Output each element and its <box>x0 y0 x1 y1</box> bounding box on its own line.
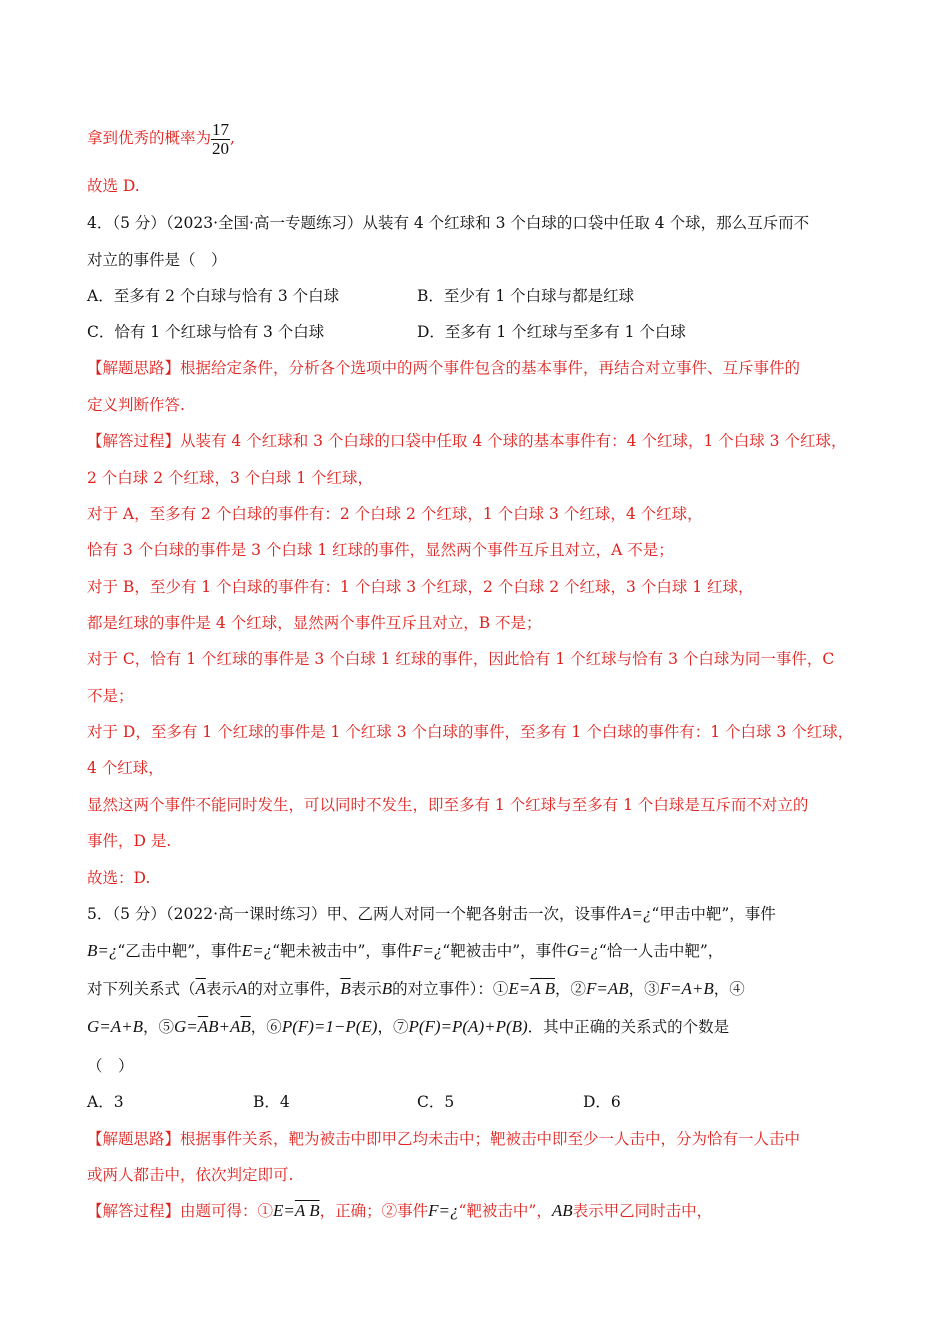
q4-solution-line11: 显然这两个事件不能同时发生，可以同时不发生，即至多有 1 个红球与至多有 1 个白球是互斥而不对立的 <box>87 796 809 814</box>
q4-stem-line2: 对立的事件是（ ） <box>87 251 227 269</box>
q5-stem-line4: G=A+B，$⑤G=\overline{A}B+A\overline{B}$，⑥P(F)=1−P(E)，⑦P(F)=P(A)+P(B)．其中正确的关系式的个数是 <box>87 1017 730 1036</box>
q4-solution-line4: 恰有 3 个白球的事件是 3 个白球 1 红球的事件，显然两个事件互斥且对立，A 不是； <box>87 541 674 559</box>
q5-analysis-line2: 或两人都击中，依次判定即可. <box>87 1166 294 1184</box>
q4-solution-line8: 不是； <box>87 687 134 705</box>
q4-option-d: D．至多有 1 个红球与至多有 1 个白球 <box>417 323 686 341</box>
q4-solution-line12: 事件，D 是. <box>87 832 172 850</box>
q4-solution-line1: 【解答过程】从装有 4 个红球和 3 个白球的口袋中任取 4 个球的基本事件有：4 个红球，1 个白球 3 个红球， <box>87 432 847 450</box>
q4-option-c: C．恰有 1 个红球与恰有 3 个白球 <box>87 323 325 341</box>
q4-solution-line7: 对于 C，恰有 1 个红球的事件是 3 个白球 1 红球的事件，因此恰有 1 个红球与恰有 3 个白球为同一事件，C <box>87 650 835 668</box>
q5-stem-line3: 对下列关系式（$\overline{A}$表示A的对立事件，$\overline{B}$表示B的对立事件）：①E=A B，②F=AB，③F=A+B，④ <box>87 979 745 998</box>
q4-stem-line1: 4．（5 分）（2023·全国·高一专题练习）从装有 4 个红球和 3 个白球的口袋中任取 4 个球，那么互斥而不 <box>87 214 810 232</box>
q5-option-a: A．3 <box>87 1093 124 1111</box>
q4-solution-line6: 都是红球的事件是 4 个红球，显然两个事件互斥且对立，B 不是； <box>87 614 542 632</box>
q4-analysis-line2: 定义判断作答. <box>87 396 185 414</box>
prev-answer-line: 拿到优秀的概率为 $\frac{17}{20}$ , <box>87 119 235 158</box>
q5-option-b: B．4 <box>253 1093 290 1111</box>
q4-conclusion: 故选：D. <box>87 869 151 887</box>
q4-analysis-line1: 【解题思路】根据给定条件，分析各个选项中的两个事件包含的基本事件，再结合对立事件、互斥事件的 <box>87 359 801 377</box>
q4-solution-line2: 2 个白球 2 个红球，3 个白球 1 个红球， <box>87 469 374 487</box>
prev-conclusion: 故选 D. <box>87 177 140 195</box>
q5-stem-line2: B=¿“乙击中靶”，事件E=¿“靶未被击中”，事件F=¿“靶被击中”，事件G=¿“恰一人击中靶”， <box>87 941 724 960</box>
q4-solution-line5: 对于 B，至少有 1 个白球的事件有：1 个白球 3 个红球，2 个白球 2 个红球，3 个白球 1 红球， <box>87 578 754 596</box>
q4-option-a: A．至多有 2 个白球与恰有 3 个白球 <box>87 287 340 305</box>
q5-analysis-line1: 【解题思路】根据事件关系，靶为被击中即甲乙均未击中；靶被击中即至少一人击中，分为恰有一人击中 <box>87 1130 801 1148</box>
q5-solution-line1: 【解答过程】由题可得：①E=A B，正确；②事件F=¿“靶被击中”，AB表示甲乙同时击中， <box>87 1201 713 1220</box>
q4-solution-line9: 对于 D，至多有 1 个红球的事件是 1 个红球 3 个白球的事件，至多有 1 个白球的事件有：1 个白球 3 个红球， <box>87 723 854 741</box>
q5-option-c: C．5 <box>417 1093 455 1111</box>
q4-solution-line3: 对于 A，至多有 2 个白球的事件有：2 个白球 2 个红球，1 个白球 3 个红球，4 个红球， <box>87 505 703 523</box>
q5-stem-line1: 5．（5 分）（2022·高一课时练习）甲、乙两人对同一个靶各射击一次，设事件A=¿“甲击中靶”，事件 <box>87 904 776 923</box>
q4-option-b: B．至少有 1 个白球与都是红球 <box>417 287 635 305</box>
q4-solution-line10: 4 个红球， <box>87 759 164 777</box>
q5-stem-line5: （ ） <box>87 1057 134 1075</box>
q5-option-d: D．6 <box>583 1093 621 1111</box>
fraction: $\frac{17}{20}$ <box>212 119 230 158</box>
